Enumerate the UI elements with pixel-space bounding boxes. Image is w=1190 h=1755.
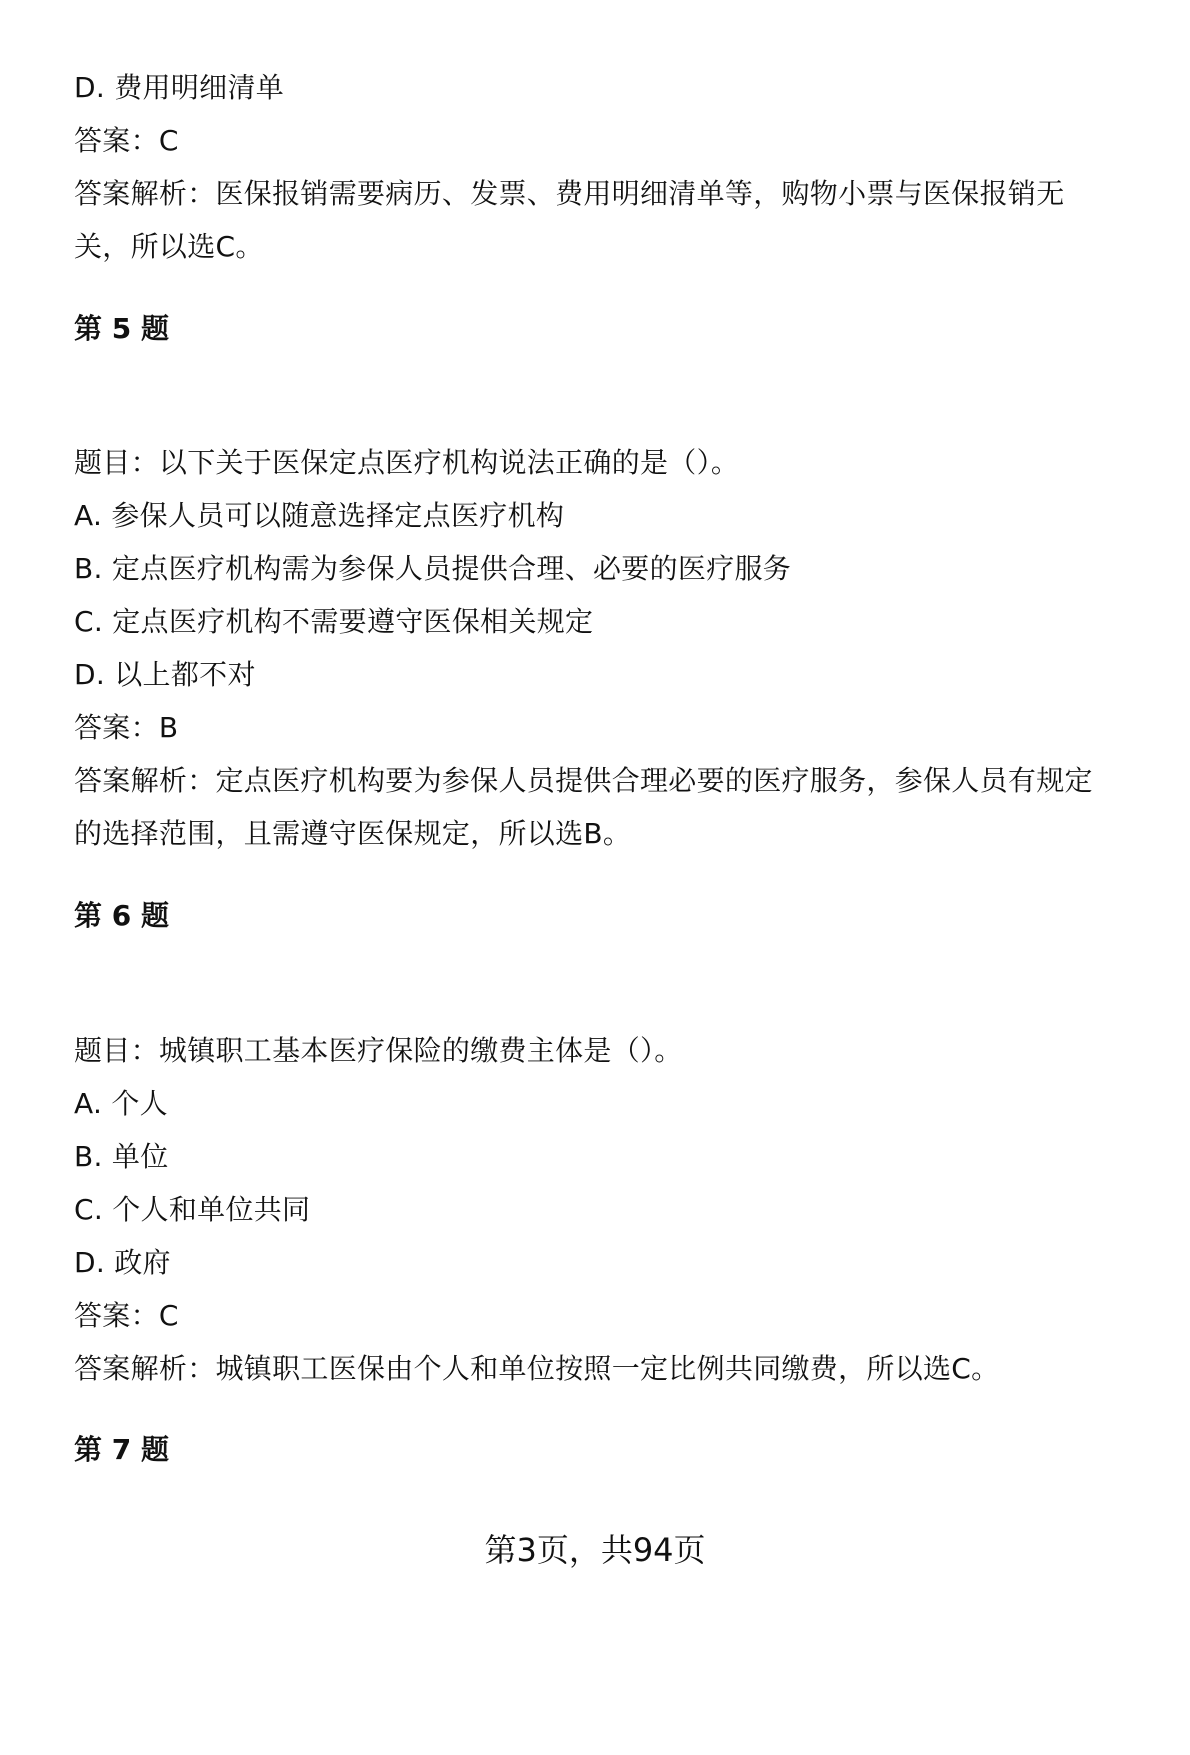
- q5-question: 题目：以下关于医保定点医疗机构说法正确的是（）。: [74, 446, 740, 479]
- q5-option-b: B. 定点医疗机构需为参保人员提供合理、必要的医疗服务: [74, 552, 792, 585]
- q5-answer: 答案：B: [74, 711, 179, 744]
- q6-explanation: 答案解析：城镇职工医保由个人和单位按照一定比例共同缴费，所以选C。: [74, 1352, 1000, 1385]
- q4-explanation-line-2: 关，所以选C。: [74, 230, 264, 263]
- q5-option-a: A. 参保人员可以随意选择定点医疗机构: [74, 499, 565, 532]
- page-number-footer: 第3页，共94页: [484, 1531, 706, 1569]
- q7-heading: 第 7 题: [74, 1433, 169, 1466]
- q5-explanation-line-2: 的选择范围，且需遵守医保规定，所以选B。: [74, 817, 632, 850]
- document-page: [74, 0, 1170, 1755]
- q5-heading: 第 5 题: [74, 312, 169, 345]
- q6-option-b: B. 单位: [74, 1140, 169, 1173]
- q6-answer: 答案：C: [74, 1299, 179, 1332]
- q6-option-c: C. 个人和单位共同: [74, 1193, 311, 1226]
- q5-option-d: D. 以上都不对: [74, 658, 256, 691]
- q4-explanation-line-1: 答案解析：医保报销需要病历、发票、费用明细清单等，购物小票与医保报销无: [74, 177, 1065, 210]
- q4-answer: 答案：C: [74, 124, 179, 157]
- q5-option-c: C. 定点医疗机构不需要遵守医保相关规定: [74, 605, 594, 638]
- q5-explanation-line-1: 答案解析：定点医疗机构要为参保人员提供合理必要的医疗服务，参保人员有规定: [74, 764, 1093, 797]
- q6-option-d: D. 政府: [74, 1246, 171, 1279]
- q6-heading: 第 6 题: [74, 899, 169, 932]
- q6-option-a: A. 个人: [74, 1087, 168, 1120]
- q6-question: 题目：城镇职工基本医疗保险的缴费主体是（）。: [74, 1034, 683, 1067]
- q4-option-d: D. 费用明细清单: [74, 71, 285, 104]
